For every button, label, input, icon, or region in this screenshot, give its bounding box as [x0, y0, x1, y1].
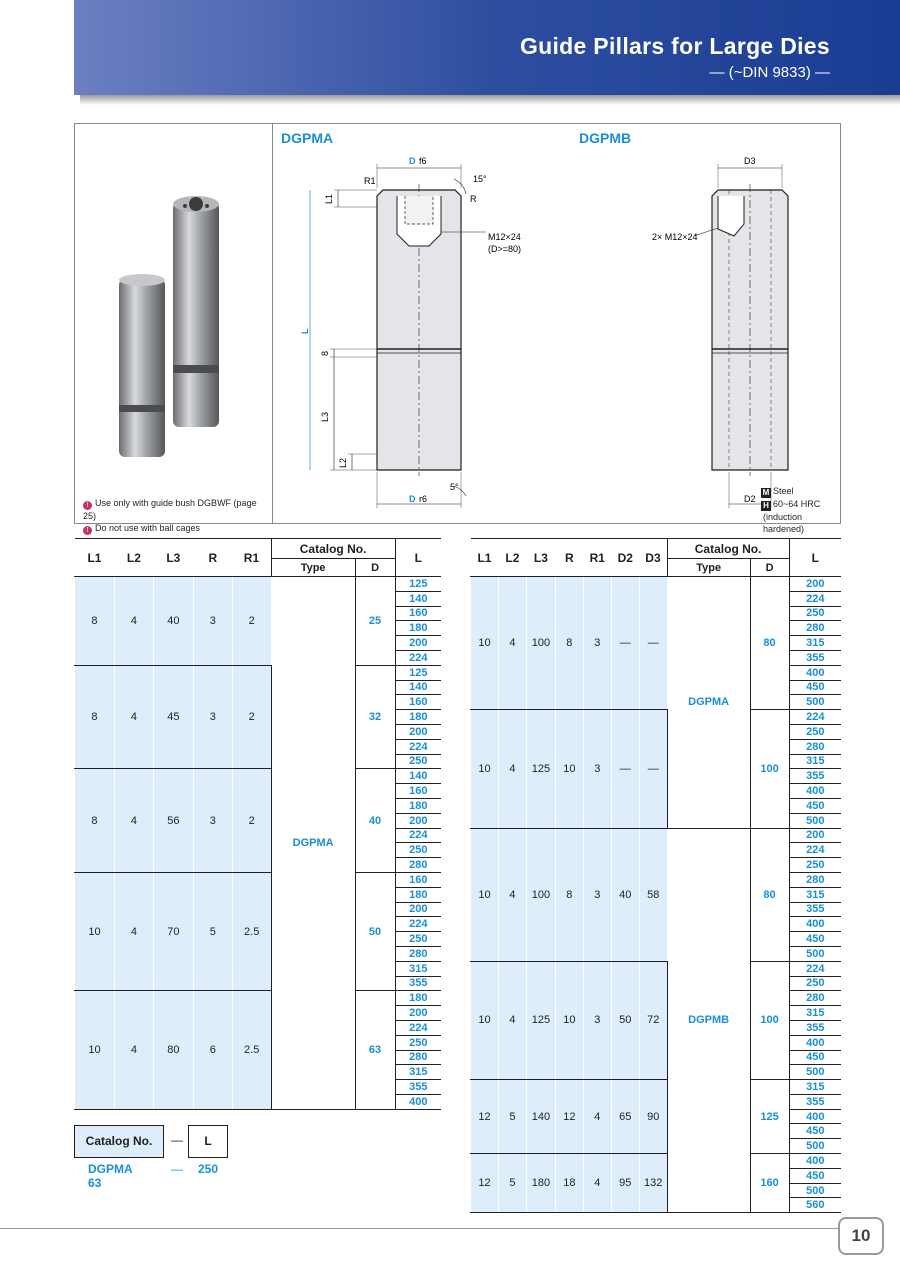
page-title: Guide Pillars for Large Dies — [519, 33, 830, 59]
cell-l1: 8 — [75, 577, 115, 666]
cell-length: 140 — [395, 680, 441, 695]
usage-notes — [83, 497, 272, 535]
cell-d2: — — [611, 710, 639, 828]
cell-length: 160 — [395, 606, 441, 621]
cell-length: 315 — [789, 887, 841, 902]
figure-label-dgpmb: DGPMB — [579, 130, 632, 146]
table-row — [75, 872, 442, 887]
cell-type: DGPMB — [667, 828, 750, 1213]
footer-line — [0, 1228, 838, 1229]
material-hardness: H 60~64 HRC — [761, 498, 840, 511]
figure-label-dgpma: DGPMA — [281, 130, 334, 146]
table-row — [471, 1080, 842, 1095]
cell-length: 160 — [395, 784, 441, 799]
cell-length: 250 — [789, 858, 841, 873]
cell-l2: 4 — [114, 577, 153, 666]
cell-l3: 80 — [153, 991, 193, 1109]
cell-l1: 10 — [471, 828, 499, 961]
cell-length: 450 — [789, 798, 841, 813]
cell-l2: 4 — [498, 710, 526, 828]
cell-length: 250 — [395, 932, 441, 947]
cell-length: 355 — [789, 1094, 841, 1109]
dim-thread-a: M12×24 — [488, 232, 521, 242]
cell-length: 280 — [789, 872, 841, 887]
cell-length: 200 — [395, 813, 441, 828]
cell-length: 180 — [395, 621, 441, 636]
cell-l3: 56 — [153, 769, 193, 873]
cell-l2: 4 — [114, 872, 153, 990]
cell-length: 315 — [789, 754, 841, 769]
col-type: Type — [271, 559, 355, 577]
cell-l2: 4 — [114, 665, 153, 769]
cell-l2: 5 — [498, 1080, 526, 1154]
cell-length: 355 — [789, 650, 841, 665]
cell-length: 280 — [395, 946, 441, 961]
cell-r: 3 — [193, 769, 232, 873]
example-l-value: 250 — [198, 1162, 219, 1176]
cell-r1: 3 — [583, 577, 611, 710]
cell-length: 355 — [395, 976, 441, 991]
warning-icon: ! — [83, 501, 92, 510]
cell-d: 63 — [355, 991, 395, 1109]
dim-d2: D2 — [744, 494, 756, 504]
cell-l2: 4 — [498, 961, 526, 1079]
technical-drawing — [274, 124, 840, 523]
cell-l3: 100 — [526, 577, 555, 710]
material-steel: M Steel — [762, 486, 794, 497]
cell-d3: — — [639, 710, 667, 828]
cell-length: 250 — [789, 606, 841, 621]
cell-length: 140 — [395, 591, 441, 606]
cell-l1: 12 — [471, 1080, 499, 1154]
example-l-label: L — [188, 1125, 228, 1158]
cell-r: 8 — [555, 577, 583, 710]
table-row — [75, 665, 442, 680]
cell-d3: 58 — [639, 828, 667, 961]
cell-length: 500 — [789, 946, 841, 961]
note-item: ! Do not use with ball cages — [83, 522, 272, 535]
cell-type: DGPMA — [271, 577, 355, 1110]
table-left-body — [75, 577, 442, 1110]
cell-l3: 125 — [526, 710, 555, 828]
dim-l2: L2 — [338, 457, 348, 468]
cell-length: 180 — [395, 991, 441, 1006]
cell-l2: 4 — [498, 577, 526, 710]
banner-shadow — [80, 95, 900, 105]
dim-angle-5: 5° — [450, 482, 459, 492]
cell-d: 100 — [750, 961, 789, 1079]
dim-angle-15: 15° — [473, 174, 487, 184]
cell-length: 250 — [789, 976, 841, 991]
col-catalog: Catalog No. — [271, 539, 395, 559]
cell-r: 6 — [193, 991, 232, 1109]
cell-length: 250 — [395, 843, 441, 858]
cell-r: 18 — [555, 1154, 583, 1213]
dim-l3: L3 — [320, 411, 330, 422]
cell-d2: 40 — [611, 828, 639, 961]
cell-d2: — — [611, 577, 639, 710]
table-row — [471, 710, 842, 725]
cell-r1: 4 — [583, 1080, 611, 1154]
cell-length: 250 — [395, 754, 441, 769]
table-row — [75, 769, 442, 784]
dim-8: 8 — [320, 350, 330, 356]
cell-d2: 65 — [611, 1080, 639, 1154]
table-row — [471, 828, 842, 843]
cell-length: 450 — [789, 932, 841, 947]
cell-length: 200 — [395, 724, 441, 739]
cell-length: 125 — [395, 665, 441, 680]
cell-r1: 4 — [583, 1154, 611, 1213]
cell-length: 125 — [395, 577, 441, 592]
cell-l2: 5 — [498, 1154, 526, 1213]
table-right-body — [471, 577, 842, 1213]
cell-length: 450 — [789, 1050, 841, 1065]
cell-length: 200 — [395, 902, 441, 917]
hardness-icon: H — [761, 501, 771, 511]
cell-length: 500 — [789, 1183, 841, 1198]
cell-length: 200 — [789, 577, 841, 592]
cell-d3: 72 — [639, 961, 667, 1079]
table-row — [75, 991, 442, 1006]
cell-length: 315 — [789, 1080, 841, 1095]
cell-d3: 90 — [639, 1080, 667, 1154]
note-item: ! Use only with guide bush DGBWF (page 25) — [83, 498, 257, 521]
cell-l1: 10 — [471, 577, 499, 710]
cell-length: 250 — [789, 724, 841, 739]
cell-r: 10 — [555, 961, 583, 1079]
cell-r: 12 — [555, 1080, 583, 1154]
cell-l1: 12 — [471, 1154, 499, 1213]
material-info — [761, 485, 840, 535]
cell-l3: 125 — [526, 961, 555, 1079]
col-l3: L3 — [153, 539, 193, 577]
cell-length: 200 — [789, 828, 841, 843]
col-l: L — [789, 539, 841, 577]
example-dash-value: — — [171, 1162, 183, 1176]
cell-l1: 10 — [471, 710, 499, 828]
dim-r1: R1 — [364, 176, 376, 186]
cell-d: 40 — [355, 769, 395, 873]
long-pillar — [173, 202, 219, 427]
col-catalog: Catalog No. — [667, 539, 789, 559]
cell-length: 400 — [789, 665, 841, 680]
col-r: R — [555, 539, 583, 577]
cell-d: 80 — [750, 828, 789, 961]
short-pillar — [119, 279, 165, 457]
col-d: D — [355, 559, 395, 577]
cell-l3: 45 — [153, 665, 193, 769]
cell-length: 200 — [395, 1006, 441, 1021]
cell-r1: 2 — [232, 577, 271, 666]
cell-r: 5 — [193, 872, 232, 990]
cell-length: 160 — [395, 872, 441, 887]
cell-length: 224 — [789, 843, 841, 858]
cell-length: 560 — [789, 1198, 841, 1213]
cell-length: 355 — [789, 1020, 841, 1035]
drawing-dgpmb — [694, 164, 788, 508]
cell-l3: 180 — [526, 1154, 555, 1213]
cell-length: 280 — [789, 991, 841, 1006]
cell-length: 200 — [395, 636, 441, 651]
cell-r1: 3 — [583, 828, 611, 961]
col-l3: L3 — [526, 539, 555, 577]
cell-r1: 3 — [583, 710, 611, 828]
cell-d: 125 — [750, 1080, 789, 1154]
table-row — [75, 577, 442, 592]
cell-l2: 4 — [114, 769, 153, 873]
hardness-note: (induction hardened) — [763, 512, 805, 534]
col-d3: D3 — [639, 539, 667, 577]
cell-d: 32 — [355, 665, 395, 769]
cell-length: 224 — [395, 1020, 441, 1035]
col-l1: L1 — [75, 539, 115, 577]
drawing-dgpma — [310, 164, 486, 508]
cell-length: 450 — [789, 1168, 841, 1183]
material-icon: M — [762, 488, 770, 497]
warning-icon: ! — [83, 526, 92, 535]
cell-r1: 2.5 — [232, 991, 271, 1109]
cell-length: 280 — [395, 1050, 441, 1065]
cell-length: 315 — [395, 1065, 441, 1080]
spec-table-right — [470, 538, 841, 1213]
example-catalog-label: Catalog No. — [74, 1125, 164, 1158]
page-number: 10 — [838, 1217, 884, 1255]
dim-l1: L1 — [324, 193, 334, 204]
col-l: L — [395, 539, 441, 577]
header-banner — [74, 0, 900, 95]
cell-length: 180 — [395, 710, 441, 725]
cell-d: 80 — [750, 577, 789, 710]
cell-d: 100 — [750, 710, 789, 828]
example-dash: — — [171, 1133, 183, 1147]
cell-d2: 95 — [611, 1154, 639, 1213]
spec-table-left — [74, 538, 441, 1110]
cell-length: 500 — [789, 813, 841, 828]
example-catalog-value: DGPMA 63 — [88, 1162, 133, 1190]
cell-length: 224 — [789, 710, 841, 725]
cell-r: 3 — [193, 665, 232, 769]
col-d: D — [750, 559, 789, 577]
cell-length: 400 — [789, 917, 841, 932]
cell-length: 400 — [789, 784, 841, 799]
col-r: R — [193, 539, 232, 577]
cell-length: 224 — [395, 917, 441, 932]
cell-length: 224 — [395, 828, 441, 843]
col-r1: R1 — [232, 539, 271, 577]
cell-l1: 8 — [75, 769, 115, 873]
table-row — [471, 1154, 842, 1169]
cell-l1: 8 — [75, 665, 115, 769]
col-l2: L2 — [114, 539, 153, 577]
dim-d3: D3 — [744, 156, 756, 166]
cell-d: 50 — [355, 872, 395, 990]
dim-thread-b: 2× M12×24 — [652, 232, 698, 242]
cell-length: 355 — [395, 1080, 441, 1095]
dim-r: R — [470, 194, 477, 204]
cell-length: 400 — [789, 1035, 841, 1050]
cell-length: 280 — [789, 739, 841, 754]
cell-l3: 140 — [526, 1080, 555, 1154]
cell-length: 315 — [789, 1006, 841, 1021]
cell-length: 315 — [789, 636, 841, 651]
col-r1: R1 — [583, 539, 611, 577]
cell-length: 224 — [789, 961, 841, 976]
page-subtitle: — (~DIN 9833) — — [709, 64, 830, 81]
cell-d: 160 — [750, 1154, 789, 1213]
dim-l: L — [300, 328, 310, 334]
cell-length: 450 — [789, 1124, 841, 1139]
cell-r: 10 — [555, 710, 583, 828]
col-l2: L2 — [498, 539, 526, 577]
col-d2: D2 — [611, 539, 639, 577]
cell-length: 500 — [789, 1139, 841, 1154]
cell-r1: 2 — [232, 665, 271, 769]
cell-l2: 4 — [498, 828, 526, 961]
cell-length: 224 — [789, 591, 841, 606]
dim-f6: f6 — [419, 156, 427, 166]
cell-length: 315 — [395, 961, 441, 976]
product-photo — [75, 124, 273, 534]
cell-d3: — — [639, 577, 667, 710]
cell-d: 25 — [355, 577, 395, 666]
cell-r1: 2 — [232, 769, 271, 873]
cell-d3: 132 — [639, 1154, 667, 1213]
cell-length: 180 — [395, 887, 441, 902]
cell-length: 400 — [789, 1154, 841, 1169]
dim-thread-a-note: (D>=80) — [488, 244, 522, 254]
cell-r1: 2.5 — [232, 872, 271, 990]
cell-length: 500 — [789, 695, 841, 710]
cell-l1: 10 — [75, 991, 115, 1109]
col-type: Type — [667, 559, 750, 577]
cell-l3: 100 — [526, 828, 555, 961]
cell-type: DGPMA — [667, 577, 750, 829]
cell-length: 400 — [395, 1094, 441, 1109]
col-l1: L1 — [471, 539, 499, 577]
cell-l3: 40 — [153, 577, 193, 666]
cell-length: 280 — [789, 621, 841, 636]
cell-length: 450 — [789, 680, 841, 695]
cell-length: 250 — [395, 1035, 441, 1050]
cell-r: 8 — [555, 828, 583, 961]
cell-length: 224 — [395, 739, 441, 754]
cell-l3: 70 — [153, 872, 193, 990]
cell-d2: 50 — [611, 961, 639, 1079]
table-row — [471, 577, 842, 592]
cell-r1: 3 — [583, 961, 611, 1079]
cell-l1: 10 — [75, 872, 115, 990]
cell-length: 140 — [395, 769, 441, 784]
cell-length: 355 — [789, 902, 841, 917]
cell-r: 3 — [193, 577, 232, 666]
cell-l1: 10 — [471, 961, 499, 1079]
cell-length: 160 — [395, 695, 441, 710]
dim-d-a: D — [409, 156, 416, 166]
figure-box — [74, 123, 841, 534]
cell-length: 280 — [395, 858, 441, 873]
cell-length: 400 — [789, 1109, 841, 1124]
cell-l2: 4 — [114, 991, 153, 1109]
cell-length: 355 — [789, 769, 841, 784]
cell-length: 180 — [395, 798, 441, 813]
dim-d-a-bottom: D — [409, 494, 416, 504]
guide-pillar-illustration — [75, 124, 273, 494]
table-row — [471, 961, 842, 976]
cell-length: 500 — [789, 1065, 841, 1080]
dim-r6: r6 — [419, 494, 428, 504]
cell-length: 224 — [395, 650, 441, 665]
